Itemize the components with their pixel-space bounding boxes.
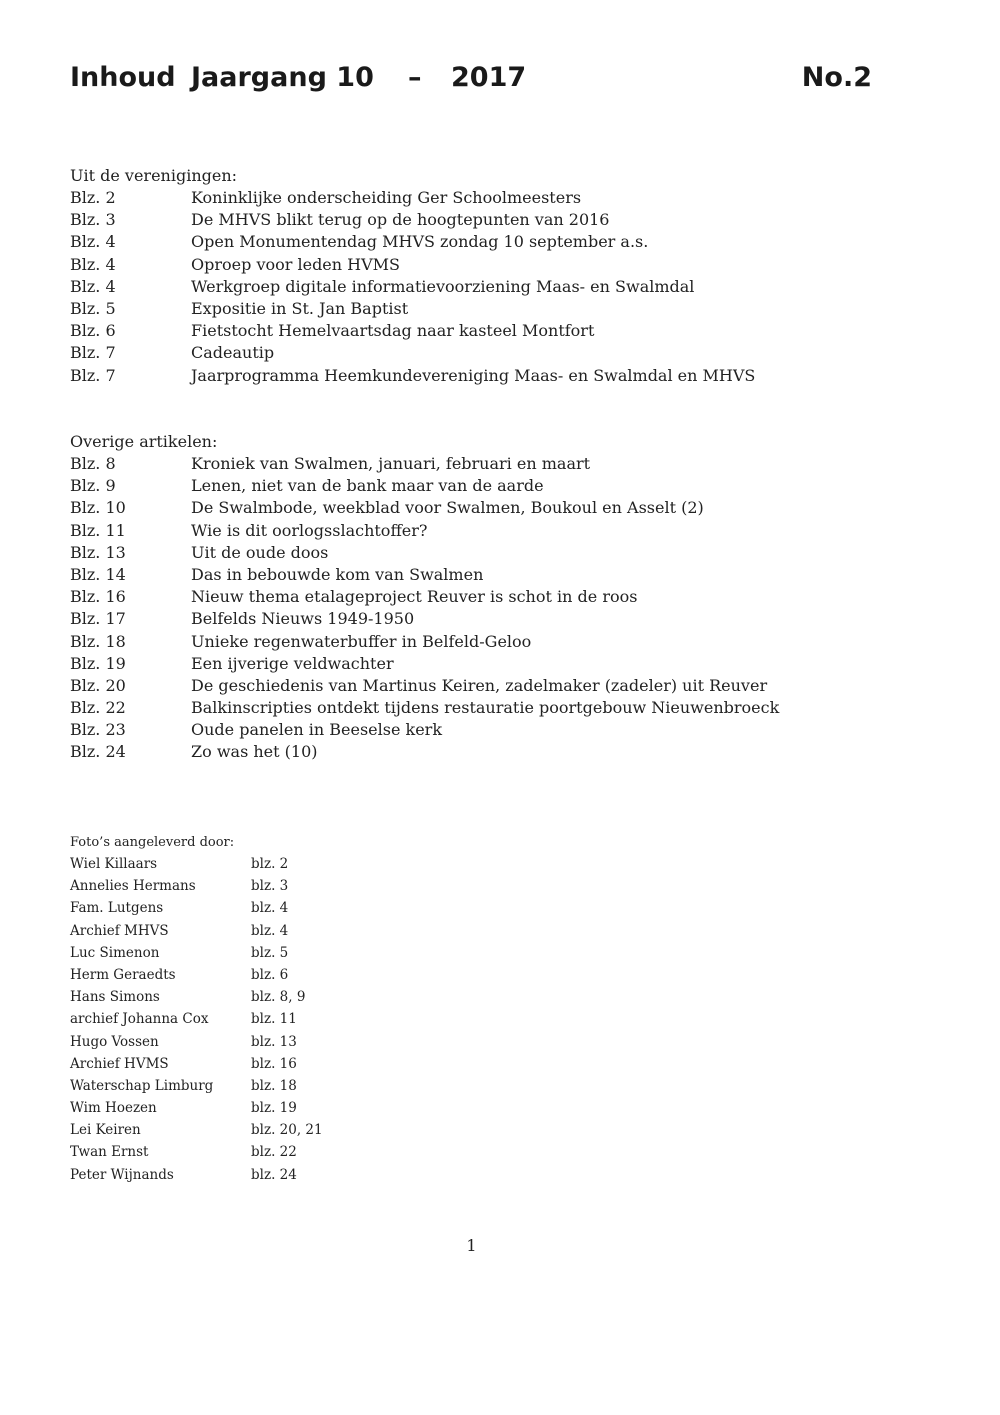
toc-page: Blz. 19 [70, 653, 126, 673]
toc-title: Kroniek van Swalmen, januari, februari en maart [191, 454, 591, 473]
toc-page: Blz. 4 [70, 254, 116, 274]
credit-name: Hans Simons [70, 989, 160, 1006]
credit-name: Wim Hoezen [70, 1100, 157, 1117]
credit-row [70, 1053, 390, 1075]
credit-page: blz. 11 [251, 1011, 297, 1028]
toc-title: Een ijverige veldwachter [191, 653, 394, 673]
toc-title: Oude panelen in Beeselse kerk [191, 720, 443, 740]
toc-page: Blz. 9 [70, 476, 116, 496]
section-heading-artikelen: Overige artikelen: [70, 432, 218, 451]
section-heading-verenigingen: Uit de verenigingen: [70, 166, 238, 185]
credit-name: Lei Keiren [70, 1122, 141, 1139]
toc-row [70, 254, 790, 276]
toc-row [70, 542, 790, 564]
credit-name: archief Johanna Cox [70, 1011, 209, 1028]
toc-page: Blz. 16 [70, 587, 126, 607]
toc-title: Fietstocht Hemelvaartsdag naar kasteel Montfort [191, 321, 595, 341]
credit-page: blz. 8, 9 [251, 989, 306, 1006]
toc-title: De geschiedenis van Martinus Keiren, zadelmaker (zadeler) uit Reuver [191, 675, 768, 695]
credit-name: Archief HVMS [70, 1055, 169, 1072]
toc-row [70, 276, 790, 298]
toc-title: Unieke regenwaterbuffer in Belfeld-Geloo [191, 631, 532, 651]
toc-page: Blz. 4 [70, 232, 116, 252]
toc-row [70, 697, 790, 719]
credit-row [70, 1097, 390, 1119]
credit-row [70, 1119, 390, 1141]
toc-page: Blz. 2 [70, 188, 116, 207]
credit-page: blz. 6 [251, 966, 289, 983]
header-year: 2017 [451, 62, 527, 93]
credit-row [70, 986, 390, 1008]
toc-page: Blz. 24 [70, 742, 126, 762]
credit-page: blz. 4 [251, 900, 289, 917]
toc-page: Blz. 10 [70, 498, 126, 518]
toc-row [70, 564, 790, 586]
toc-row [70, 653, 790, 675]
toc-page: Blz. 22 [70, 698, 126, 718]
toc-row [70, 497, 790, 519]
credit-row [70, 853, 390, 875]
credit-page: blz. 5 [251, 944, 289, 961]
credit-page: blz. 24 [251, 1166, 297, 1183]
toc-title: Balkinscripties ontdekt tijdens restauratie poortgebouw Nieuwenbroeck [191, 698, 780, 718]
credit-row [70, 942, 390, 964]
credit-row [70, 1164, 390, 1186]
credit-name: Wiel Killaars [70, 856, 158, 872]
credit-name: Fam. Lutgens [70, 900, 164, 917]
toc-row [70, 520, 790, 542]
credit-row [70, 964, 390, 986]
credit-name: Hugo Vossen [70, 1033, 159, 1050]
credit-page: blz. 3 [251, 878, 289, 895]
photo-credits [70, 833, 390, 1186]
header-inhoud: Inhoud [70, 62, 176, 93]
toc-row [70, 631, 790, 653]
toc-title: Cadeautip [191, 343, 275, 363]
toc-page: Blz. 8 [70, 454, 116, 473]
credits-heading: Foto’s aangeleverd door: [70, 835, 235, 850]
toc-title: Uit de oude doos [191, 542, 329, 562]
toc-page: Blz. 13 [70, 542, 126, 562]
toc-page: Blz. 14 [70, 564, 126, 584]
toc-row [70, 475, 790, 497]
toc-title: Das in bebouwde kom van Swalmen [191, 564, 484, 584]
toc-row [70, 719, 790, 741]
toc-row [70, 586, 790, 608]
toc-page: Blz. 18 [70, 631, 126, 651]
toc-title: Lenen, niet van de bank maar van de aarde [191, 476, 544, 496]
credit-name: Annelies Hermans [70, 878, 196, 895]
credit-page: blz. 18 [251, 1077, 297, 1094]
toc-page: Blz. 5 [70, 298, 116, 318]
toc-row [70, 741, 790, 763]
credit-row [70, 897, 390, 919]
credit-row [70, 1008, 390, 1030]
credit-name: Luc Simenon [70, 944, 160, 961]
toc-title: Open Monumentendag MHVS zondag 10 september a.s. [191, 232, 649, 252]
toc-page: Blz. 7 [70, 343, 116, 363]
credit-page: blz. 16 [251, 1055, 297, 1072]
toc-title: De MHVS blikt terug op de hoogtepunten van 2016 [191, 210, 610, 230]
credit-row [70, 1141, 390, 1163]
credit-page: blz. 20, 21 [251, 1122, 323, 1139]
credit-name: Twan Ernst [70, 1144, 149, 1161]
toc-row [70, 453, 790, 475]
toc-artikelen [70, 453, 790, 764]
toc-title: Oproep voor leden HVMS [191, 254, 401, 274]
credit-name: Peter Wijnands [70, 1166, 174, 1183]
toc-page: Blz. 4 [70, 276, 116, 296]
page-number: 1 [466, 1236, 477, 1255]
toc-title: De Swalmbode, weekblad voor Swalmen, Boukoul en Asselt (2) [191, 498, 704, 518]
credit-page: blz. 4 [251, 922, 289, 939]
toc-page: Blz. 7 [70, 365, 116, 385]
toc-title: Belfelds Nieuws 1949-1950 [191, 609, 415, 629]
toc-row [70, 320, 790, 342]
toc-title: Expositie in St. Jan Baptist [191, 298, 409, 318]
header-dash: – [408, 62, 422, 93]
toc-page: Blz. 17 [70, 609, 126, 629]
toc-title: Jaarprogramma Heemkundevereniging Maas- en Swalmdal en MHVS [191, 365, 756, 385]
toc-page: Blz. 6 [70, 321, 116, 341]
credit-page: blz. 22 [251, 1144, 297, 1161]
toc-title: Wie is dit oorlogsslachtoffer? [191, 520, 428, 540]
toc-row [70, 342, 790, 364]
toc-row [70, 231, 790, 253]
toc-page: Blz. 20 [70, 675, 126, 695]
credit-row [70, 920, 390, 942]
toc-page: Blz. 11 [70, 520, 126, 540]
credit-row [70, 1075, 390, 1097]
toc-row [70, 365, 790, 387]
credit-row [70, 1031, 390, 1053]
toc-page: Blz. 3 [70, 210, 116, 230]
toc-row [70, 675, 790, 697]
credit-name: Waterschap Limburg [70, 1077, 214, 1094]
page-header [70, 62, 872, 102]
toc-row [70, 187, 790, 209]
credit-page: blz. 2 [251, 856, 289, 872]
toc-title: Werkgroep digitale informatievoorziening Maas- en Swalmdal [191, 276, 695, 296]
header-issue-number: No.2 [801, 62, 872, 93]
toc-row [70, 209, 790, 231]
credit-page: blz. 19 [251, 1100, 297, 1117]
toc-title: Zo was het (10) [191, 742, 318, 762]
toc-row [70, 298, 790, 320]
toc-title: Nieuw thema etalageproject Reuver is schot in de roos [191, 587, 638, 607]
header-jaargang: Jaargang 10 [191, 62, 374, 93]
toc-title: Koninklijke onderscheiding Ger Schoolmeesters [191, 188, 582, 207]
credit-row [70, 875, 390, 897]
credit-page: blz. 13 [251, 1033, 297, 1050]
credit-name: Archief MHVS [70, 922, 169, 939]
toc-page: Blz. 23 [70, 720, 126, 740]
toc-row [70, 608, 790, 630]
credit-name: Herm Geraedts [70, 966, 176, 983]
toc-verenigingen [70, 187, 790, 387]
